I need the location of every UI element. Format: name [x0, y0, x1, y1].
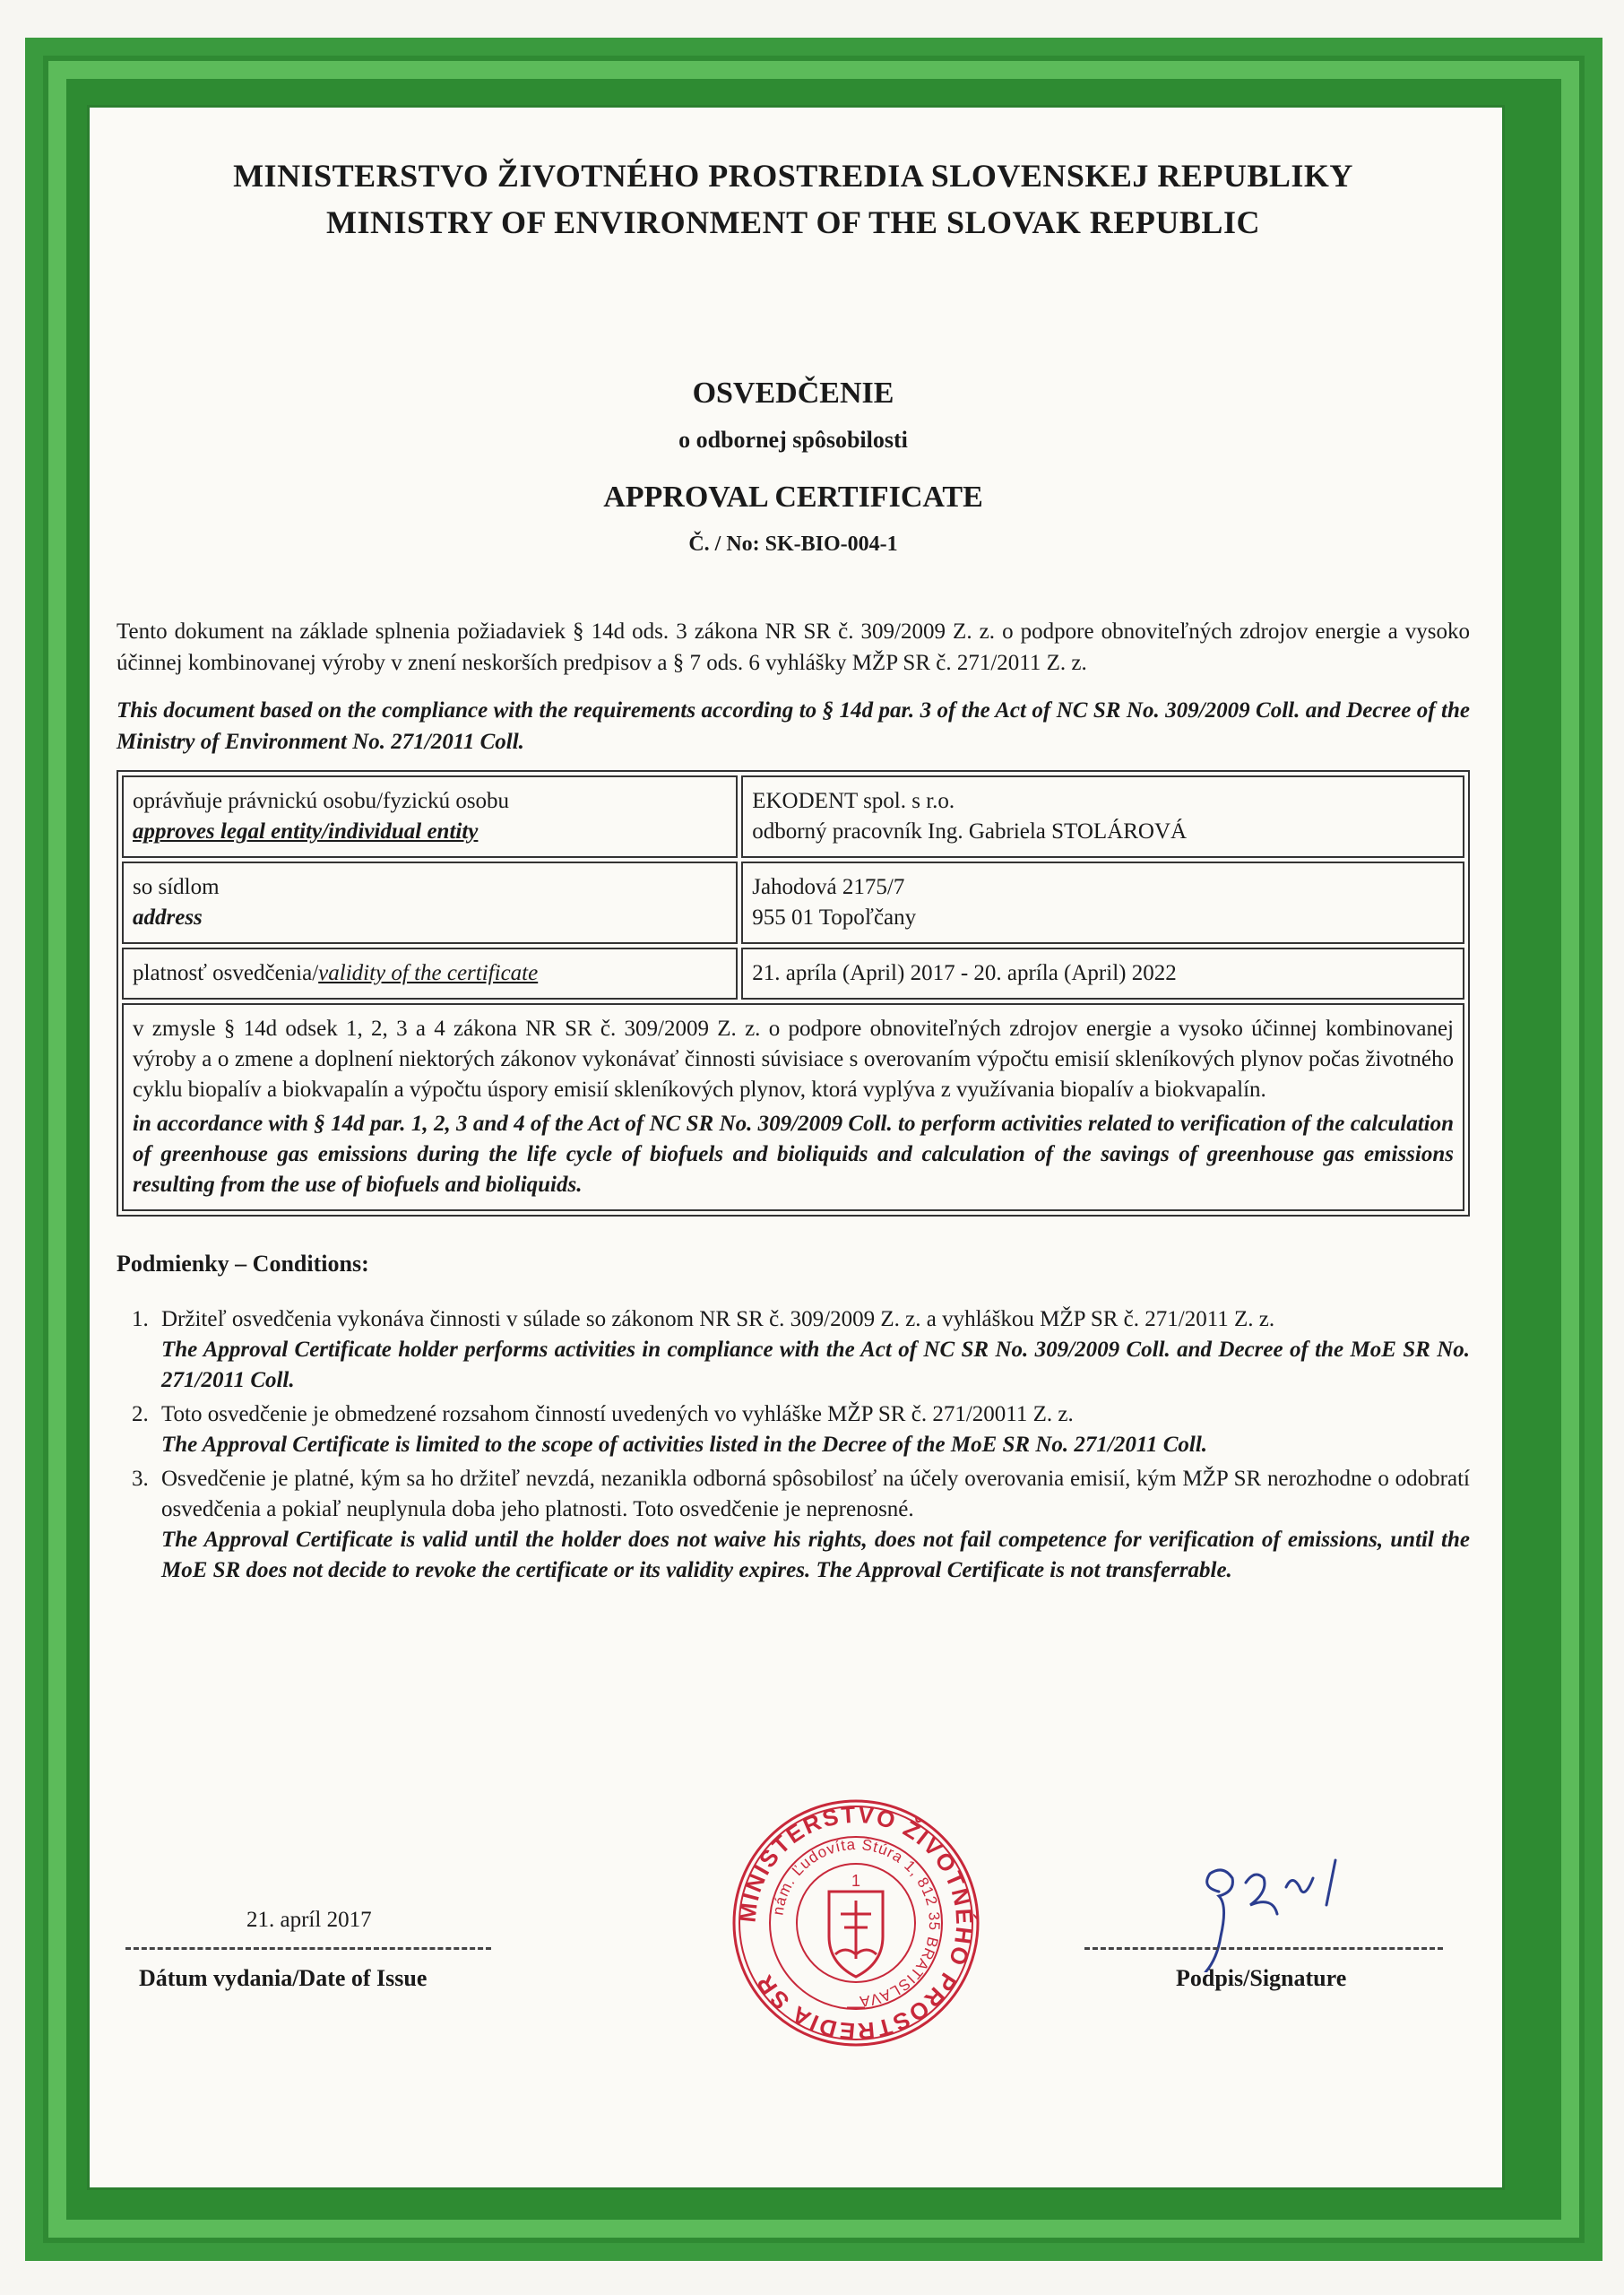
- table-cell: [741, 862, 1464, 944]
- svg-text:1: 1: [851, 1872, 861, 1890]
- title-en: APPROVAL CERTIFICATE: [603, 481, 983, 514]
- signature-divider: [1084, 1947, 1443, 1950]
- table-cell: [741, 948, 1464, 1000]
- date-divider: [125, 1947, 491, 1950]
- title-sk: OSVEDČENIE: [692, 377, 894, 410]
- entity-specialist: odborný pracovník Ing. Gabriela STOLÁROVÁ: [752, 819, 1188, 844]
- address-street: Jahodová 2175/7: [752, 875, 905, 899]
- scope-sk: v zmysle § 14d odsek 1, 2, 3 a 4 zákona NR SR č. 309/2009 Z. z. o podpore obnoviteľných zdrojov energie a vysoko účinnej kombinovanej výroby a o zmene a doplnení niektorých zákonov vykonávať činnosti súvisiace s overovaním výpočtu emisií skleníkových plynov počas životného cyklu biopalív a biokvapalín a výpočtu úspory emisií skleníkových plynov, ktorá vyplýva z využívania biopalív a biokvapalín.: [133, 1017, 1454, 1102]
- validity-period: 21. apríla (April) 2017 - 20. apríla (April) 2022: [752, 961, 1177, 985]
- address-city: 955 01 Topoľčany: [752, 905, 917, 930]
- handwritten-signature-icon: [1192, 1838, 1389, 1972]
- title-sk-sub: o odbornej spôsobilosti: [678, 427, 908, 453]
- intro-sk: Tento dokument na základe splnenia požiadaviek § 14d ods. 3 zákona NR SR č. 309/2009 Z. z. o podpore obnoviteľných zdrojov energie a vysoko účinnej kombinovanej výroby v znení neskorších predpisov a § 7 ods. 6 vyhlášky MŽP SR č. 271/2011 Z. z.: [117, 619, 1470, 675]
- table-row: [122, 948, 1464, 1000]
- certificate-table: [117, 770, 1470, 1217]
- conditions-heading: Podmienky – Conditions:: [117, 1251, 369, 1277]
- entity-label-en: approves legal entity/individual entity: [133, 819, 479, 844]
- entity-name: EKODENT spol. s r.o.: [752, 789, 955, 813]
- svg-text:MINISTERSTVO ŽIVOTNÉHO PROSTRE: MINISTERSTVO ŽIVOTNÉHO PROSTREDIA SR: [733, 1800, 979, 2046]
- svg-text:nám. Ľudovíta Štúra 1, 812 35: nám. Ľudovíta Štúra 1, 812 35 BRATISLAVA: [769, 1835, 944, 2011]
- intro-en: This document based on the compliance with the requirements according to § 14d par. 3 of the Act of NC SR No. 309/2009 Coll. and Decree of the Ministry of Environment No. 271/2011 Coll.: [117, 698, 1470, 754]
- issue-date: 21. apríl 2017: [246, 1908, 372, 1932]
- condition-en: The Approval Certificate is valid until the holder does not waive his rights, does not fail competence for verification of emissions, until the MoE SR does not decide to revoke the certificate or its validity expires. The Approval Certificate is not transferrable.: [161, 1528, 1470, 1582]
- official-seal-icon: [726, 1793, 986, 2053]
- table-cell: [122, 862, 738, 944]
- validity-label-sk: platnosť osvedčenia/: [133, 961, 319, 985]
- validity-label-en: validity of the certificate: [318, 961, 539, 985]
- entity-label-sk: oprávňuje právnickú osobu/fyzickú osobu: [133, 789, 510, 813]
- table-cell: [122, 948, 738, 1000]
- table-cell: [122, 775, 738, 858]
- scope-en: in accordance with § 14d par. 1, 2, 3 and 4 of the Act of NC SR No. 309/2009 Coll. to perform activities related to verification of the calculation of greenhouse gas emissions during the life cycle of biofuels and bioliquids and calculation of the savings of greenhouse gas emissions resulting from the use of biofuels and bioliquids.: [133, 1112, 1454, 1197]
- issue-date-label: Dátum vydania/Date of Issue: [139, 1965, 428, 1991]
- address-label-en: address: [133, 905, 203, 930]
- condition-sk: 2. Toto osvedčenie je obmedzené rozsahom činností uvedených vo vyhláške MŽP SR č. 271/20011 Z. z.: [161, 1402, 1074, 1426]
- list-item: [154, 1399, 1470, 1460]
- condition-en: The Approval Certificate is limited to the scope of activities listed in the Decree of the MoE SR No. 271/2011 Coll.: [161, 1433, 1208, 1457]
- condition-en: The Approval Certificate holder performs activities in compliance with the Act of NC SR No. 309/2009 Coll. and Decree of the MoE SR No. 271/2011 Coll.: [161, 1338, 1470, 1392]
- table-row: [122, 1003, 1464, 1211]
- list-item: [154, 1464, 1470, 1586]
- table-row: [122, 775, 1464, 858]
- ministry-name-en: MINISTRY OF ENVIRONMENT OF THE SLOVAK REPUBLIC: [326, 204, 1260, 240]
- table-row: [122, 862, 1464, 944]
- address-label-sk: so sídlom: [133, 875, 220, 899]
- conditions-list: [117, 1304, 1470, 1586]
- certificate-content: [117, 152, 1470, 1589]
- signature-label: Podpis/Signature: [1176, 1965, 1347, 1991]
- table-cell: [122, 1003, 1464, 1211]
- list-item: [154, 1304, 1470, 1396]
- condition-sk: 3. Osvedčenie je platné, kým sa ho držiteľ nevzdá, nezanikla odborná spôsobilosť na účely overovania emisií, kým MŽP SR nerozhodne o odobratí osvedčenia a pokiaľ neuplynula doba jeho platnosti. Toto osvedčenie je neprenosné.: [161, 1467, 1470, 1521]
- signature-area: [117, 1800, 1470, 2046]
- table-cell: [741, 775, 1464, 858]
- condition-sk: 1. Držiteľ osvedčenia vykonáva činnosti v súlade so zákonom NR SR č. 309/2009 Z. z. a vyhláškou MŽP SR č. 271/2011 Z. z.: [161, 1307, 1275, 1331]
- ministry-name-sk: MINISTERSTVO ŽIVOTNÉHO PROSTREDIA SLOVENSKEJ REPUBLIKY: [233, 158, 1353, 194]
- certificate-number: Č. / No: SK-BIO-004-1: [688, 533, 898, 556]
